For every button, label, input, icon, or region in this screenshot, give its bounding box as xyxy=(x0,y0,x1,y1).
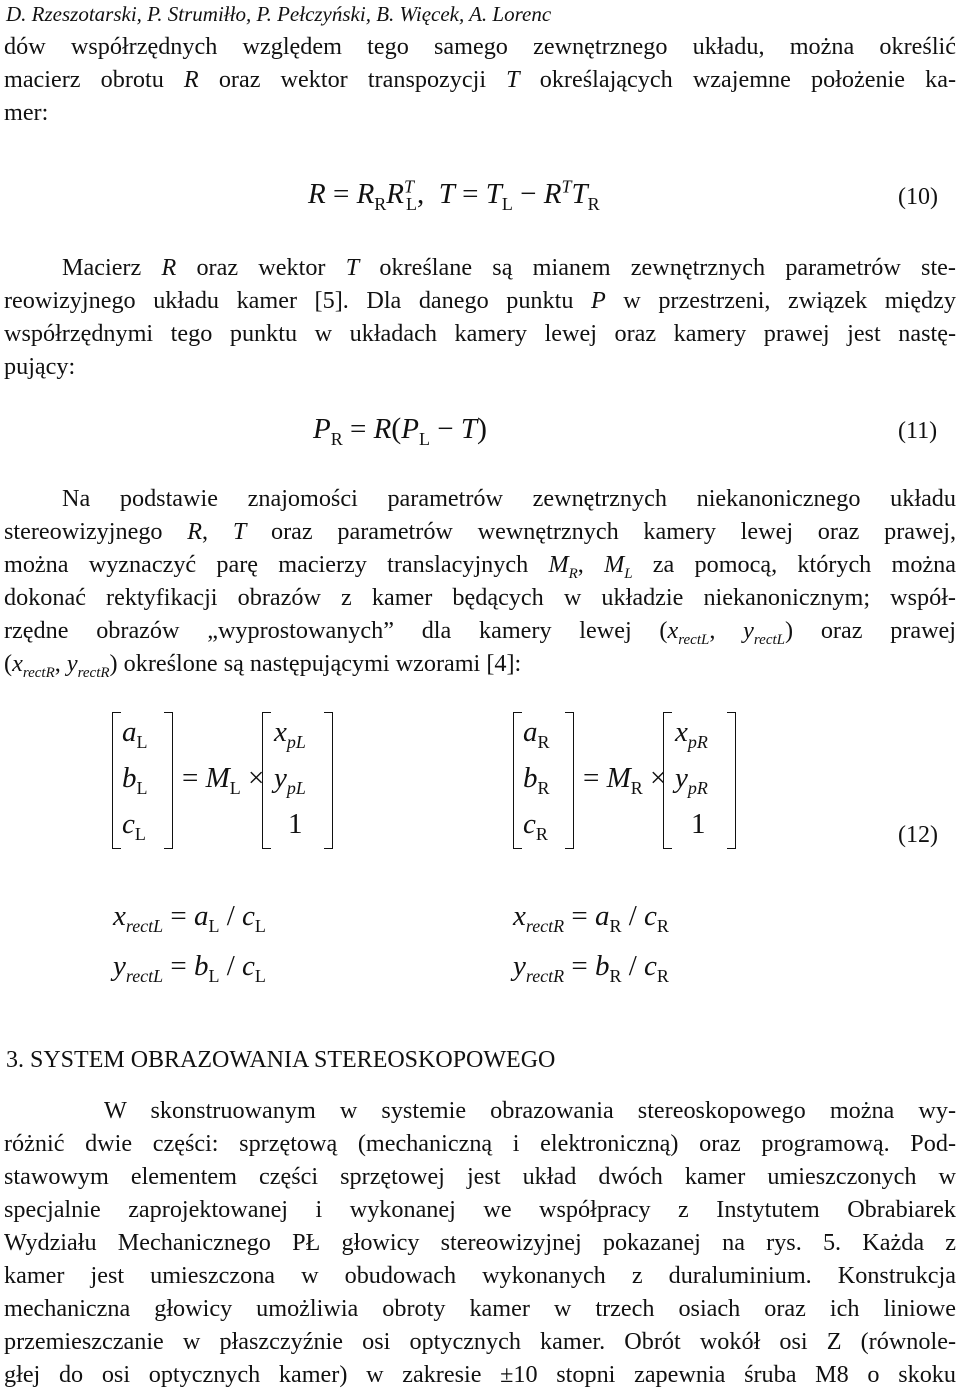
text-line: Na podstawie znajomości parametrów zewnętrznych niekanonicznego układu xyxy=(62,485,956,512)
equation-xrectR: $x_{rectR} = a_R / c_R$ xyxy=(513,900,669,936)
equation-yrectR: $y_{rectR} = b_R / c_R$ xyxy=(513,950,669,986)
text-line: różnić dwie części: sprzętową (mechaniczną i elektroniczną) oraz programową. Pod- xyxy=(4,1130,956,1157)
equation-number: (12) xyxy=(898,822,938,848)
text-line: można wyznaczyć parę macierzy translacyjnych $M_R$, $M_L$ za pomocą, których można xyxy=(4,551,956,582)
text-line: specjalnie zaprojektowanej i wykonanej we współpracy z Instytutem Obrabiarek xyxy=(4,1196,956,1223)
text-line: macierz obrotu R oraz wektor transpozycji T określających wzajemne położenie ka- xyxy=(4,66,956,93)
text-line: mechaniczna głowicy umożliwia obroty kamer w trzech osiach oraz ich liniowe xyxy=(4,1295,956,1322)
text-line: stereowizyjnego R, T oraz parametrów wewnętrznych kamery lewej oraz prawej, xyxy=(4,518,957,545)
paragraph-2 xyxy=(4,251,956,383)
text-line: ($x_{rectR}$, $y_{rectR}$) określone są następującymi wzorami [4]: xyxy=(4,650,522,681)
text-line: mer: xyxy=(4,99,49,126)
text-line: dów współrzędnych względem tego samego zewnętrznego układu, można określić xyxy=(4,33,956,60)
equation-12-left: $a_L$ $b_L$ $c_L$ = $M_L$ × $x_{pL}$ $y_{pL}$ 1 xyxy=(112,712,342,852)
equation-12-right: $a_R$ $b_R$ $c_R$ = $M_R$ × $x_{pR}$ $y_{pR}$ 1 xyxy=(513,712,743,852)
paragraph-4 xyxy=(4,1094,956,1391)
paragraph-1 xyxy=(4,30,956,129)
text-line: Wydziału Mechanicznego PŁ głowicy stereowizyjnej pokazanej na rys. 5. Każda z xyxy=(4,1229,956,1256)
text-line: kamer jest umieszczona w obudowach wykonanych z duraluminium. Konstrukcja xyxy=(4,1262,956,1289)
paragraph-3 xyxy=(4,482,956,680)
text-line: głej do osi optycznych kamer) w zakresie ±10 stopni zapewnia śruba M8 o skoku xyxy=(4,1361,956,1388)
text-line: Macierz R oraz wektor T określane są mianem zewnętrznych parametrów ste- xyxy=(62,254,956,281)
equation-xrectL: $x_{rectL} = a_L / c_L$ xyxy=(113,900,266,936)
section-heading: 3. SYSTEM OBRAZOWANIA STEREOSKOPOWEGO xyxy=(6,1047,556,1073)
text-line: współrzędnymi tego punktu w układach kamery lewej oraz kamery prawej jest nastę- xyxy=(4,320,956,347)
text-line: rzędne obrazów „wyprostowanych” dla kamery lewej ($x_{rectL}$, $y_{rectL}$) oraz prawej xyxy=(4,617,957,648)
equation-number: (11) xyxy=(898,418,938,444)
running-header: D. Rzeszotarski, P. Strumiłło, P. Pełczyński, B. Więcek, A. Lorenc xyxy=(6,2,552,26)
equation-yrectL: $y_{rectL} = b_L / c_L$ xyxy=(113,950,266,986)
text-line: reowizyjnego układu kamer [5]. Dla danego punktu P w przestrzeni, związek między xyxy=(4,287,956,314)
equation-11: $P_R = R(P_L - T)$ xyxy=(313,412,487,449)
text-line: dokonać rektyfikacji obrazów z kamer będących w układzie niekanonicznym; współ- xyxy=(4,584,956,611)
text-line: W skonstruowanym w systemie obrazowania stereoskopowego można wy- xyxy=(104,1097,956,1124)
text-line: przemieszczanie w płaszczyźnie osi optycznych kamer. Obrót wokół osi Z (równole- xyxy=(4,1328,956,1355)
equation-number: (10) xyxy=(898,184,938,210)
text-line: stawowym elementem części sprzętowej jest układ dwóch kamer umieszczonych w xyxy=(4,1163,956,1190)
equation-10: $R = R_RR^T_L$, $T = T_L - R^TT_R$ xyxy=(308,176,600,214)
text-line: pujący: xyxy=(4,353,76,380)
